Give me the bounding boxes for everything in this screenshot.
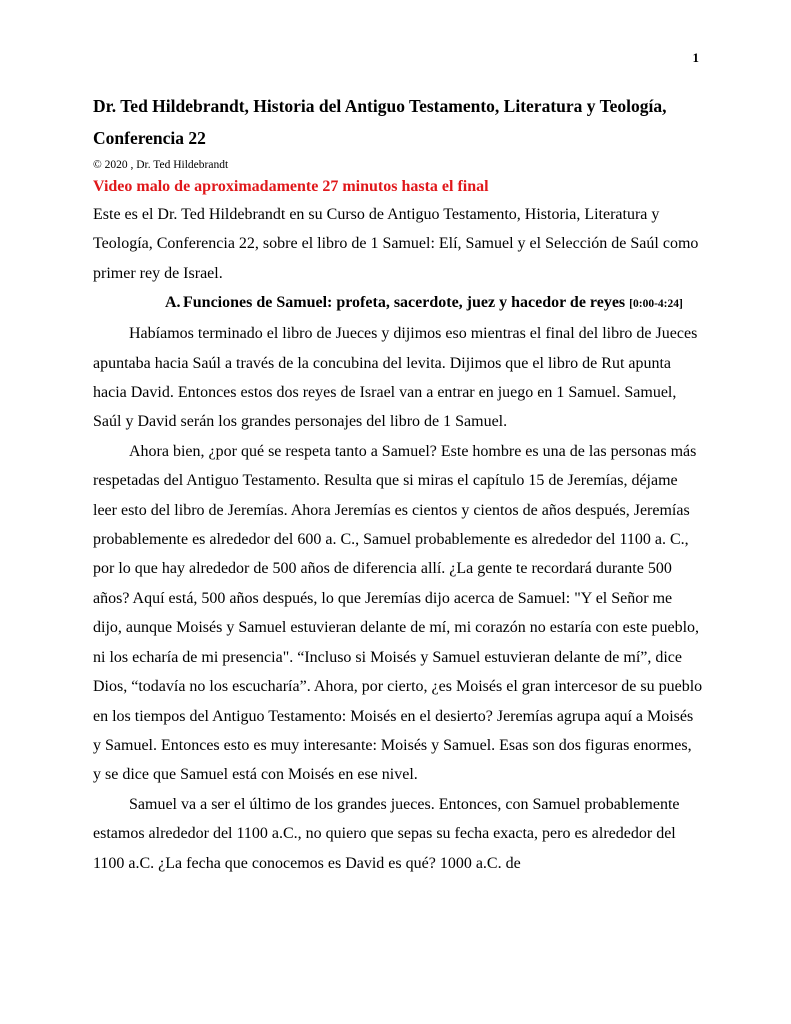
- page-number: 1: [692, 50, 699, 65]
- section-letter: A.: [165, 294, 181, 312]
- section-timestamp: [0:00-4:24]: [629, 298, 683, 311]
- video-quality-note: Video malo de aproximadamente 27 minutos hasta el final: [93, 178, 489, 195]
- section-heading: [93, 288, 703, 319]
- body-paragraph: Samuel va a ser el último de los grandes jueces. Entonces, con Samuel probablemente estamos alrededor del 1100 a.C., no quiero que sepas su fecha exacta, pero es alrededor del 1100 a.C. ¿La fecha que conocemos es David es qué? 1000 a.C. de: [93, 795, 680, 872]
- document-title: Dr. Ted Hildebrandt, Historia del Antiguo Testamento, Literatura y Teología, Conferencia 22: [93, 96, 667, 148]
- body-paragraph: Habíamos terminado el libro de Jueces y dijimos eso mientras el final del libro de Jueces apuntaba hacia Saúl a través de la concubina del levita. Dijimos que el libro de Rut apunta hacia David. Entonces estos dos reyes de Israel van a entrar en juego en 1 Samuel. Samuel, Saúl y David serán los grandes personajes del libro de 1 Samuel.: [93, 325, 698, 431]
- section-title: Funciones de Samuel: profeta, sacerdote, juez y hacedor de reyes: [183, 294, 626, 312]
- copyright-notice: © 2020 , Dr. Ted Hildebrandt: [93, 159, 229, 171]
- section-heading-text: [165, 288, 703, 319]
- intro-paragraph: Este es el Dr. Ted Hildebrandt en su Curso de Antiguo Testamento, Historia, Literatura y Teología, Conferencia 22, sobre el libro de 1 Samuel: Elí, Samuel y el Selección de Saúl como primer rey de Israel.: [93, 206, 699, 282]
- page-content: [93, 90, 703, 878]
- body-text: [93, 319, 703, 878]
- body-paragraph: Ahora bien, ¿por qué se respeta tanto a Samuel? Este hombre es una de las personas más respetadas del Antiguo Testamento. Resulta que si miras el capítulo 15 de Jeremías, déjame leer esto del libro de Jeremías. Ahora Jeremías es cientos y cientos de años después, Jeremías probablemente es alrededor del 600 a. C., Samuel probablemente es alrededor del 1100 a. C., por lo que hay alrededor de 500 años de diferencia allí. ¿La gente te recordará durante 500 años? Aquí está, 500 años después, lo que Jeremías dijo acerca de Samuel: "Y el Señor me dijo, aunque Moisés y Samuel estuvieran delante de mí, mi corazón no estaría con este pueblo, ni los echaría de mi presencia". “Incluso si Moisés y Samuel estuvieran delante de mí”, dice Dios, “todavía no los escucharía”. Ahora, por cierto, ¿es Moisés el gran intercesor de su pueblo en los tiempos del Antiguo Testamento: Moisés en el desierto? Jeremías agrupa aquí a Moisés y Samuel. Entonces esto es muy interesante: Moisés y Samuel. Esas son dos figuras enormes, y se dice que Samuel está con Moisés en ese nivel.: [93, 442, 703, 784]
